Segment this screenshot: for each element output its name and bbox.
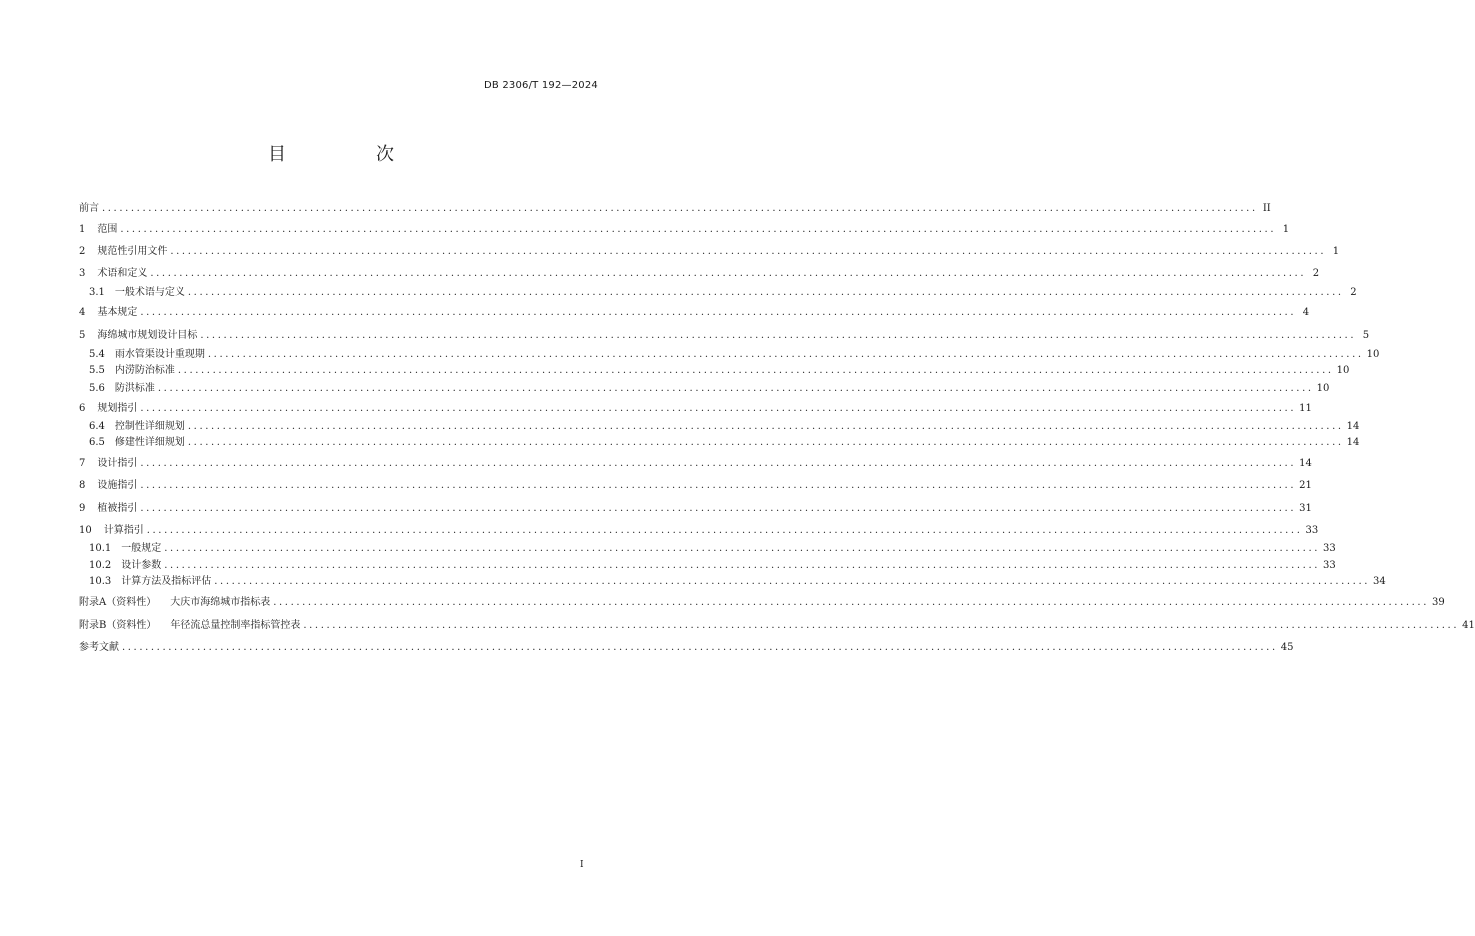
toc-dot-leader: ........................................................................................................................................................................................................: [214, 576, 1371, 587]
toc-dot-leader: ........................................................................................................................................................................................................: [140, 458, 1297, 469]
toc-entry[interactable]: [79, 640, 1294, 656]
toc-entry-number: 9: [79, 503, 86, 514]
toc-entry-label: 前言: [79, 203, 99, 214]
toc-dot-leader: ........................................................................................................................................................................................................: [150, 268, 1307, 279]
toc-entry-page: 11: [1299, 403, 1312, 414]
toc-entry[interactable]: [89, 363, 1350, 379]
toc-entry-page: 14: [1346, 437, 1360, 448]
toc-entry-number: 附录A（资料性）: [79, 597, 157, 608]
toc-entry-label: 设计指引: [97, 458, 138, 469]
toc-dot-leader: ........................................................................................................................................................................................................: [122, 642, 1278, 653]
toc-entry-number: 5.6: [89, 383, 105, 394]
toc-entry-number: 1: [79, 224, 86, 235]
toc-entry-label: 规划指引: [97, 403, 138, 414]
toc-entry[interactable]: [79, 595, 1445, 611]
toc-entry-page: 5: [1362, 330, 1370, 341]
toc-entry-label: 控制性详细规划: [114, 421, 185, 432]
toc-entry-page: 34: [1373, 576, 1386, 587]
toc-dot-leader: ........................................................................................................................................................................................................: [140, 307, 1297, 318]
toc-entry-label: 雨水管渠设计重现期: [114, 349, 205, 360]
toc-entry-page: 10: [1316, 383, 1330, 394]
toc-entry[interactable]: [89, 558, 1336, 574]
toc-entry[interactable]: [89, 435, 1360, 451]
toc-dot-leader: ........................................................................................................................................................................................................: [207, 349, 1364, 360]
toc-entry-label: 基本规定: [97, 307, 138, 318]
toc-entry-label: 设计参数: [121, 560, 162, 571]
toc-entry-page: 10: [1366, 349, 1380, 360]
toc-dot-leader: ........................................................................................................................................................................................................: [102, 203, 1258, 214]
toc-entry[interactable]: [79, 501, 1312, 517]
toc-entry[interactable]: [79, 266, 1320, 282]
toc-entry-label: 术语和定义: [97, 268, 148, 279]
toc-entry-number: 10.2: [89, 560, 112, 571]
toc-entry-label: 防洪标准: [114, 383, 155, 394]
toc-entry-page: 33: [1323, 560, 1336, 571]
toc-entry-label: 一般术语与定义: [114, 287, 185, 298]
toc-entry[interactable]: [89, 419, 1360, 435]
toc-entry[interactable]: [79, 305, 1310, 321]
toc-entry-label: 一般规定: [121, 543, 162, 554]
toc-entry-page: 4: [1302, 307, 1310, 318]
toc-entry-page: 10: [1336, 365, 1350, 376]
toc-entry-page: 21: [1299, 480, 1312, 491]
toc-entry-number: 6.4: [89, 421, 105, 432]
toc-entry-page: 31: [1299, 503, 1312, 514]
toc-entry[interactable]: [79, 401, 1312, 417]
toc-entry-page: 39: [1431, 597, 1445, 608]
toc-entry[interactable]: [79, 523, 1319, 539]
toc-entry-page: 33: [1305, 525, 1319, 536]
toc-entry-number: 10.1: [89, 543, 112, 554]
toc-dot-leader: ........................................................................................................................................................................................................: [140, 480, 1297, 491]
toc-entry-label: 设施指引: [97, 480, 138, 491]
toc-dot-leader: ........................................................................................................................................................................................................: [164, 543, 1321, 554]
toc-entry[interactable]: [79, 618, 1475, 634]
toc-entry-label: 修建性详细规划: [114, 437, 185, 448]
document-code: DB 2306/T 192—2024: [484, 80, 598, 91]
toc-dot-leader: ........................................................................................................................................................................................................: [146, 525, 1303, 536]
toc-entry-page: 1: [1332, 246, 1340, 257]
toc-entry[interactable]: [79, 478, 1312, 494]
toc-entry-page: 2: [1312, 268, 1320, 279]
toc-entry[interactable]: [79, 328, 1370, 344]
toc-entry-number: 附录B（资料性）: [79, 620, 157, 631]
toc-entry-number: 3: [79, 268, 86, 279]
toc-entry-label: 计算指引: [103, 525, 144, 536]
toc-dot-leader: ........................................................................................................................................................................................................: [187, 421, 1344, 432]
toc-entry-label: 规范性引用文件: [97, 246, 168, 257]
toc-entry-number: 6: [79, 403, 86, 414]
toc-entry[interactable]: [79, 222, 1290, 238]
toc-dot-leader: ........................................................................................................................................................................................................: [187, 437, 1344, 448]
toc-dot-leader: ........................................................................................................................................................................................................: [140, 403, 1297, 414]
toc-entry-number: 8: [79, 480, 86, 491]
toc-entry-page: 14: [1346, 421, 1360, 432]
toc-entry-number: 5.5: [89, 365, 105, 376]
toc-entry-label: 计算方法及指标评估: [121, 576, 212, 587]
page-number: I: [580, 860, 584, 870]
toc-entry-number: 5: [79, 330, 86, 341]
page-title: 目 次: [268, 144, 430, 165]
toc-entry-number: 4: [79, 307, 86, 318]
toc-entry-page: 41: [1462, 620, 1475, 631]
toc-entry-number: 3.1: [89, 287, 105, 298]
toc-entry-number: 5.4: [89, 349, 105, 360]
toc-entry-label: 海绵城市规划设计目标: [97, 330, 198, 341]
toc-dot-leader: ........................................................................................................................................................................................................: [164, 560, 1321, 571]
toc-entry-label: 范围: [97, 224, 118, 235]
toc-entry-label: 大庆市海绵城市指标表: [170, 597, 271, 608]
toc-entry[interactable]: [89, 347, 1380, 363]
toc-entry-number: 10.3: [89, 576, 112, 587]
toc-entry[interactable]: [89, 381, 1330, 397]
toc-entry-label: 植被指引: [97, 503, 138, 514]
toc-entry[interactable]: [79, 456, 1312, 472]
toc-entry-label: 年径流总量控制率指标管控表: [170, 620, 301, 631]
toc-entry-page: 2: [1350, 287, 1357, 298]
toc-entry-label: 内涝防治标准: [114, 365, 175, 376]
toc-entry-number: 7: [79, 458, 86, 469]
toc-entry-page: 14: [1299, 458, 1312, 469]
toc-entry[interactable]: [89, 285, 1357, 301]
toc-dot-leader: ........................................................................................................................................................................................................: [157, 383, 1314, 394]
toc-dot-leader: ........................................................................................................................................................................................................: [273, 597, 1429, 608]
toc-entry[interactable]: [79, 201, 1271, 217]
toc-entry[interactable]: [89, 541, 1336, 557]
toc-entry-label: 参考文献: [79, 642, 119, 653]
toc-entry-page: 33: [1323, 543, 1336, 554]
toc-dot-leader: ........................................................................................................................................................................................................: [170, 246, 1327, 257]
toc-entry-page: 45: [1280, 642, 1294, 653]
toc-entry-number: 10: [79, 525, 92, 536]
toc-entry[interactable]: [89, 574, 1386, 590]
toc-entry-number: 2: [79, 246, 86, 257]
toc-entry-page: 1: [1282, 224, 1290, 235]
toc-entry[interactable]: [79, 244, 1340, 260]
toc-entry-page: II: [1262, 203, 1271, 214]
toc-entry-number: 6.5: [89, 437, 105, 448]
toc-dot-leader: ........................................................................................................................................................................................................: [200, 330, 1357, 341]
toc-dot-leader: ........................................................................................................................................................................................................: [177, 365, 1334, 376]
toc-dot-leader: ........................................................................................................................................................................................................: [120, 224, 1277, 235]
toc-dot-leader: ........................................................................................................................................................................................................: [303, 620, 1460, 631]
toc-dot-leader: ........................................................................................................................................................................................................: [140, 503, 1297, 514]
toc-dot-leader: ........................................................................................................................................................................................................: [187, 287, 1344, 298]
